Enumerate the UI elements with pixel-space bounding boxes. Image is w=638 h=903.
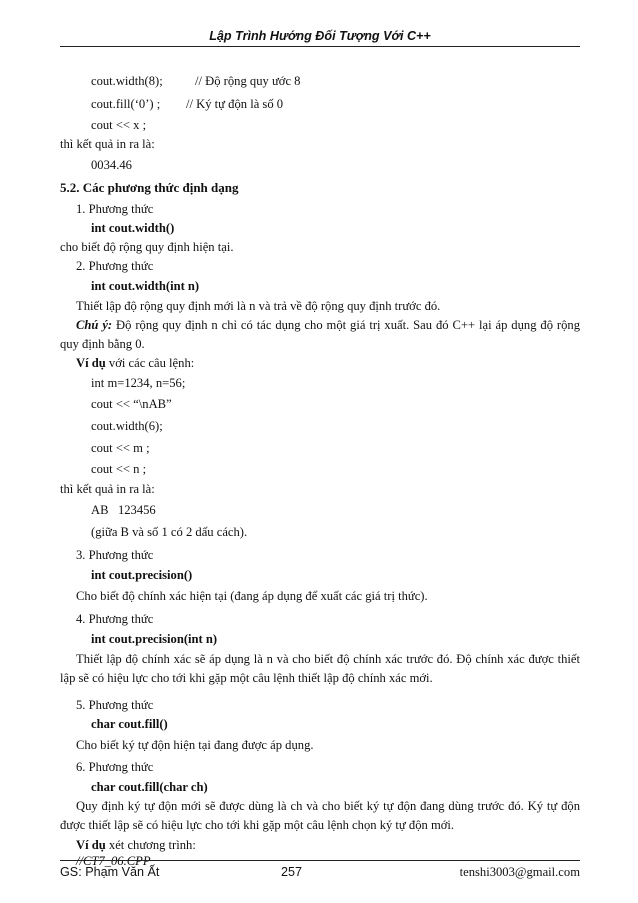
result-value: 0034.46 (91, 158, 132, 172)
code-comment: // Độ rộng quy ước 8 (195, 74, 301, 88)
result-intro: thì kết quả in ra là: (60, 137, 155, 151)
program-filename: //CT7_06.CPP (76, 854, 151, 868)
result-intro: thì kết quả in ra là: (60, 482, 155, 496)
example-label: Ví dụ (76, 356, 106, 370)
method-1-signature: int cout.width() (91, 221, 175, 235)
code-line-3: cout << x ; (91, 118, 147, 132)
method-6-signature: char cout.fill(char ch) (91, 780, 208, 794)
method-2-label: 2. Phương thức (76, 259, 154, 273)
page-number: 257 (281, 865, 303, 879)
code-line: cout << “\nAB” (91, 397, 172, 411)
method-6-example (76, 837, 596, 853)
code-line: int m=1234, n=56; (91, 376, 186, 390)
method-1-label: 1. Phương thức (76, 202, 154, 216)
example-label: Ví dụ (76, 838, 106, 852)
method-3-description: Cho biết độ chính xác hiện tại (đang áp dụng để xuất các giá trị thức). (76, 589, 428, 603)
note-label: Chú ý: (76, 318, 113, 332)
method-4-signature: int cout.precision(int n) (91, 632, 218, 646)
method-5-label: 5. Phương thức (76, 698, 154, 712)
method-2-note (60, 316, 580, 354)
example-text: xét chương trình: (105, 838, 196, 852)
note-text: Độ rộng quy định n chỉ có tác dụng cho một giá trị xuất. Sau đó C++ lại áp dụng độ rộng quy định bằng 0. (60, 318, 580, 351)
method-1-description: cho biết độ rộng quy định hiện tại. (60, 240, 234, 254)
page-footer (60, 860, 580, 883)
method-4-label: 4. Phương thức (76, 612, 154, 626)
method-5-description: Cho biết ký tự độn hiện tại đang được áp dụng. (76, 738, 314, 752)
code-text: cout.width(8); (91, 74, 163, 88)
method-4-description: Thiết lập độ chính xác sẽ áp dụng là n và cho biết độ chính xác trước đó. Độ chính xác được thiết lập sẽ có hiệu lực cho tới khi gặp một câu lệnh thiết lập độ chính xác mới. (60, 652, 580, 685)
footer-author: GS: Phạm Văn Ất (60, 865, 160, 879)
method-6-label: 6. Phương thức (76, 760, 154, 774)
code-line: cout << n ; (91, 462, 147, 476)
example-text: với các câu lệnh: (105, 356, 195, 370)
code-line-2 (91, 96, 611, 112)
method-3-signature: int cout.precision() (91, 568, 193, 582)
page-header: Lập Trình Hướng Đối Tượng Với C++ (60, 26, 580, 47)
result-note: (giữa B và số 1 có 2 dấu cách). (91, 525, 248, 539)
method-2-signature: int cout.width(int n) (91, 279, 200, 293)
method-3-label: 3. Phương thức (76, 548, 154, 562)
code-line-1 (91, 73, 611, 89)
footer-email: tenshi3003@gmail.com (459, 865, 580, 879)
code-text: cout.fill(‘0’) ; (91, 97, 161, 111)
method-5-signature: char cout.fill() (91, 717, 168, 731)
code-comment: // Ký tự độn là số 0 (186, 97, 284, 111)
result-value: AB 123456 (91, 503, 156, 517)
method-2-example (76, 355, 596, 371)
method-6-description: Quy định ký tự độn mới sẽ được dùng là ch và cho biết ký tự độn đang dùng trước đó. Ký tự độn được thiết lập sẽ có hiệu lực cho tới khi gặp một câu lệnh chọn ký tự độn mới. (60, 799, 580, 832)
method-2-description: Thiết lập độ rộng quy định mới là n và trả về độ rộng quy định trước đó. (76, 299, 441, 313)
code-line: cout.width(6); (91, 419, 163, 433)
code-line: cout << m ; (91, 441, 150, 455)
section-title: 5.2. Các phương thức định dạng (60, 180, 239, 195)
